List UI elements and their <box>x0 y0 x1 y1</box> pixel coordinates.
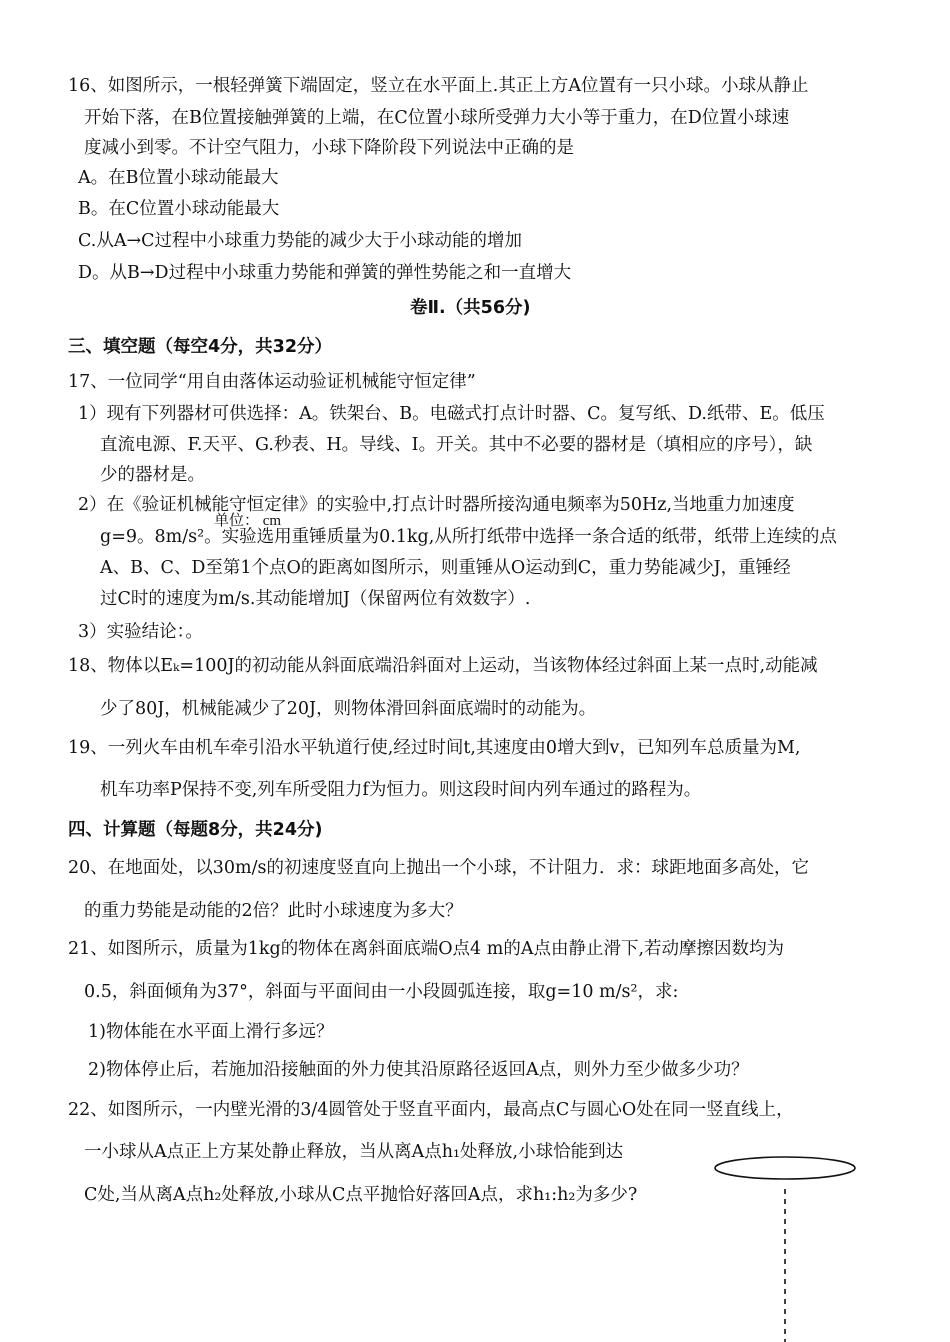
section-title: 卷Ⅱ.（共56分) <box>410 298 531 318</box>
q17-sub1-line-1: 1）现有下列器材可供选择：A。铁架台、B。电磁式打点计时器、C。复写纸、D.纸带、E。低压 <box>78 404 825 424</box>
q20-line-1: 20、在地面处，以30m/s的初速度竖直向上抛出一个小球，不计阻力．求：球距地面多高处，它 <box>68 858 810 878</box>
q17-sub2-line-2: g=9。8m/s²。实验选用重锤质量为0.1kg,从所打纸带中选择一条合适的纸带，纸带上连续的点 <box>100 527 837 547</box>
q21-line-2: 0.5，斜面倾角为37°，斜面与平面间由一小段圆弧连接，取g=10 m/s²，求: <box>84 982 679 1002</box>
q16-line-3: 度减小到零。不计空气阻力，小球下降阶段下列说法中正确的是 <box>84 138 574 158</box>
q19-line-1: 19、一列火车由机车牵引沿水平轨道行使,经过时间t,其速度由0增大到v，已知列车总质量为M, <box>68 738 801 758</box>
q16-line-2: 开始下落，在B位置接触弹簧的上端，在C位置小球所受弹力大小等于重力，在D位置小球速 <box>84 108 790 128</box>
unit-label: 单位： cm <box>214 513 282 529</box>
q16-line-1: 16、如图所示，一根轻弹簧下端固定，竖立在水平面上.其正上方A位置有一只小球。小球从静止 <box>68 76 809 96</box>
q16-option-a: A。在B位置小球动能最大 <box>78 168 279 188</box>
q17-sub2-line-3: A、B、C、D至第1个点O的距离如图所示，则重锤从O运动到C，重力势能减少J，重锤经 <box>100 558 791 578</box>
q21-line-1: 21、如图所示，质量为1kg的物体在离斜面底端O点4 m的A点由静止滑下,若动摩擦因数均为 <box>68 939 785 959</box>
q16-option-d: D。从B→D过程中小球重力势能和弹簧的弹性势能之和一直增大 <box>78 263 572 283</box>
q17-sub3: 3）实验结论：。 <box>78 622 203 642</box>
q22-line-1: 22、如图所示，一内壁光滑的3/4圆管处于竖直平面内，最高点C与圆心O处在同一竖直线上， <box>68 1100 794 1120</box>
q16-option-c: C.从A→C过程中小球重力势能的减少大于小球动能的增加 <box>78 231 523 251</box>
q17-sub2-line-4: 过C时的速度为m/s.其动能增加J（保留两位有效数字）. <box>100 589 531 609</box>
q22-line-2: 一小球从A点正上方某处静止释放，当从离A点h₁处释放,小球恰能到达 <box>84 1142 624 1162</box>
q19-line-2: 机车功率P保持不变,列车所受阻力f为恒力。则这段时间内列车通过的路程为。 <box>100 780 702 800</box>
q22-line-3: C处,当从离A点h₂处释放,小球从C点平抛恰好落回A点，求h₁:h₂为多少? <box>84 1185 638 1205</box>
q17-head: 17、一位同学“用自由落体运动验证机械能守恒定律” <box>68 372 476 392</box>
q17-sub1-line-3: 少的器材是。 <box>100 465 205 485</box>
q17-sub2-line-1: 2）在《验证机械能守恒定律》的实验中,打点计时器所接沟通电频率为50Hz,当地重力加速度 <box>78 495 795 515</box>
q18-line-2: 少了80J，机械能减少了20J，则物体滑回斜面底端时的动能为。 <box>100 699 597 719</box>
q21-sub-1: 1)物体能在水平面上滑行多远？ <box>88 1022 334 1042</box>
q22-figure-fragment <box>700 1145 880 1342</box>
q18-line-1: 18、物体以Eₖ=100J的初动能从斜面底端沿斜面对上运动，当该物体经过斜面上某一点时,动能减 <box>68 656 818 676</box>
part-3-heading: 三、填空题（每空4分，共32分） <box>68 337 333 357</box>
part-4-heading: 四、计算题（每题8分，共24分) <box>68 820 323 840</box>
q21-sub-2: 2)物体停止后，若施加沿接触面的外力使其沿原路径返回A点，则外力至少做多少功？ <box>88 1060 749 1080</box>
q17-sub1-line-2: 直流电源、F.天平、G.秒表、H。导线、I。开关。其中不必要的器材是（填相应的序号），缺 <box>100 435 813 455</box>
figure-ellipse <box>715 1157 855 1179</box>
q16-option-b: B。在C位置小球动能最大 <box>78 199 280 219</box>
q20-line-2: 的重力势能是动能的2倍？此时小球速度为多大？ <box>84 901 463 921</box>
